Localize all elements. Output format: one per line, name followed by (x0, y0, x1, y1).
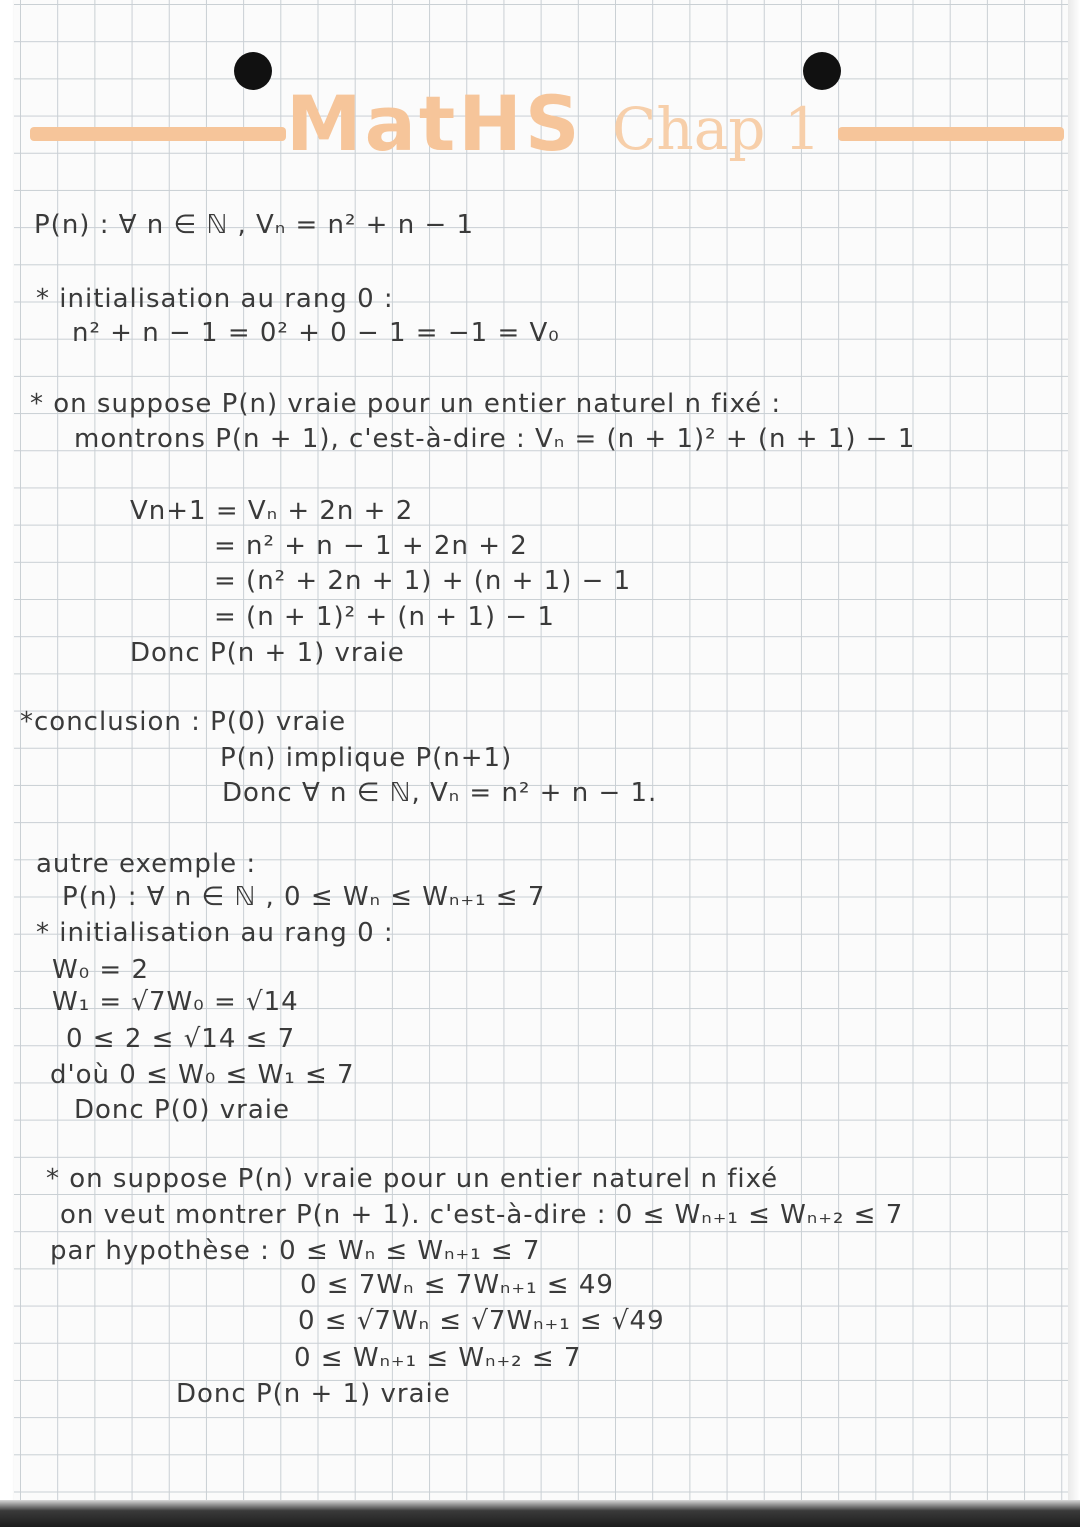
conclusion-line-2: P(n) implique P(n+1) (220, 743, 513, 773)
calc-result: Donc P(n + 1) vraie (130, 638, 405, 668)
w1-line: W₁ = √7W₀ = √14 (52, 987, 299, 1017)
inequality-line: 0 ≤ 2 ≤ √14 ≤ 7 (66, 1024, 296, 1054)
title-band-left (30, 127, 286, 141)
dou-line: d'où 0 ≤ W₀ ≤ W₁ ≤ 7 (50, 1060, 355, 1090)
init-calc: n² + n − 1 = 0² + 0 − 1 = −1 = V₀ (72, 318, 560, 348)
punch-hole-left (234, 52, 272, 90)
statement-line: P(n) : ∀ n ∈ ℕ , Vₙ = n² + n − 1 (34, 210, 475, 240)
final-line: Donc P(n + 1) vraie (176, 1379, 451, 1409)
other-statement: P(n) : ∀ n ∈ ℕ , 0 ≤ Wₙ ≤ Wₙ₊₁ ≤ 7 (62, 882, 546, 912)
page-subtitle: Chap 1 (612, 95, 821, 163)
hypothesis2-line-6: 0 ≤ Wₙ₊₁ ≤ Wₙ₊₂ ≤ 7 (294, 1343, 582, 1373)
hypothesis2-line-1: * on suppose P(n) vraie pour un entier naturel n fixé (46, 1164, 779, 1194)
hypothesis2-line-2: on veut montrer P(n + 1). c'est-à-dire : 0 ≤ Wₙ₊₁ ≤ Wₙ₊₂ ≤ 7 (60, 1200, 904, 1230)
title-band-right (838, 127, 1064, 141)
w0-line: W₀ = 2 (52, 955, 149, 985)
calc-line-4: = (n + 1)² + (n + 1) − 1 (214, 602, 555, 632)
conclusion-line-1: *conclusion : P(0) vraie (20, 707, 347, 737)
calc-line-2: = n² + n − 1 + 2n + 2 (214, 531, 528, 561)
calc-line-1: Vn+1 = Vₙ + 2n + 2 (130, 496, 414, 526)
calc-line-3: = (n² + 2n + 1) + (n + 1) − 1 (214, 566, 632, 596)
page-title: MatHS (286, 79, 583, 168)
other-example-heading: autre exemple : (36, 849, 257, 879)
page-bottom-shadow (0, 1500, 1080, 1527)
init-heading: * initialisation au rang 0 : (36, 284, 394, 314)
conclusion-line-3: Donc ∀ n ∈ ℕ, Vₙ = n² + n − 1. (222, 778, 658, 808)
page-edge (1068, 0, 1080, 1527)
hypothesis2-line-4: 0 ≤ 7Wₙ ≤ 7Wₙ₊₁ ≤ 49 (300, 1270, 614, 1300)
hypothesis-line-2: montrons P(n + 1), c'est-à-dire : Vₙ = (n + 1)² + (n + 1) − 1 (74, 424, 916, 454)
p0-line: Donc P(0) vraie (74, 1095, 290, 1125)
punch-hole-right (803, 52, 841, 90)
other-init-heading: * initialisation au rang 0 : (36, 918, 394, 948)
hypothesis2-line-5: 0 ≤ √7Wₙ ≤ √7Wₙ₊₁ ≤ √49 (298, 1306, 665, 1336)
hypothesis-line-1: * on suppose P(n) vraie pour un entier naturel n fixé : (30, 389, 782, 419)
hypothesis2-line-3: par hypothèse : 0 ≤ Wₙ ≤ Wₙ₊₁ ≤ 7 (50, 1236, 541, 1266)
